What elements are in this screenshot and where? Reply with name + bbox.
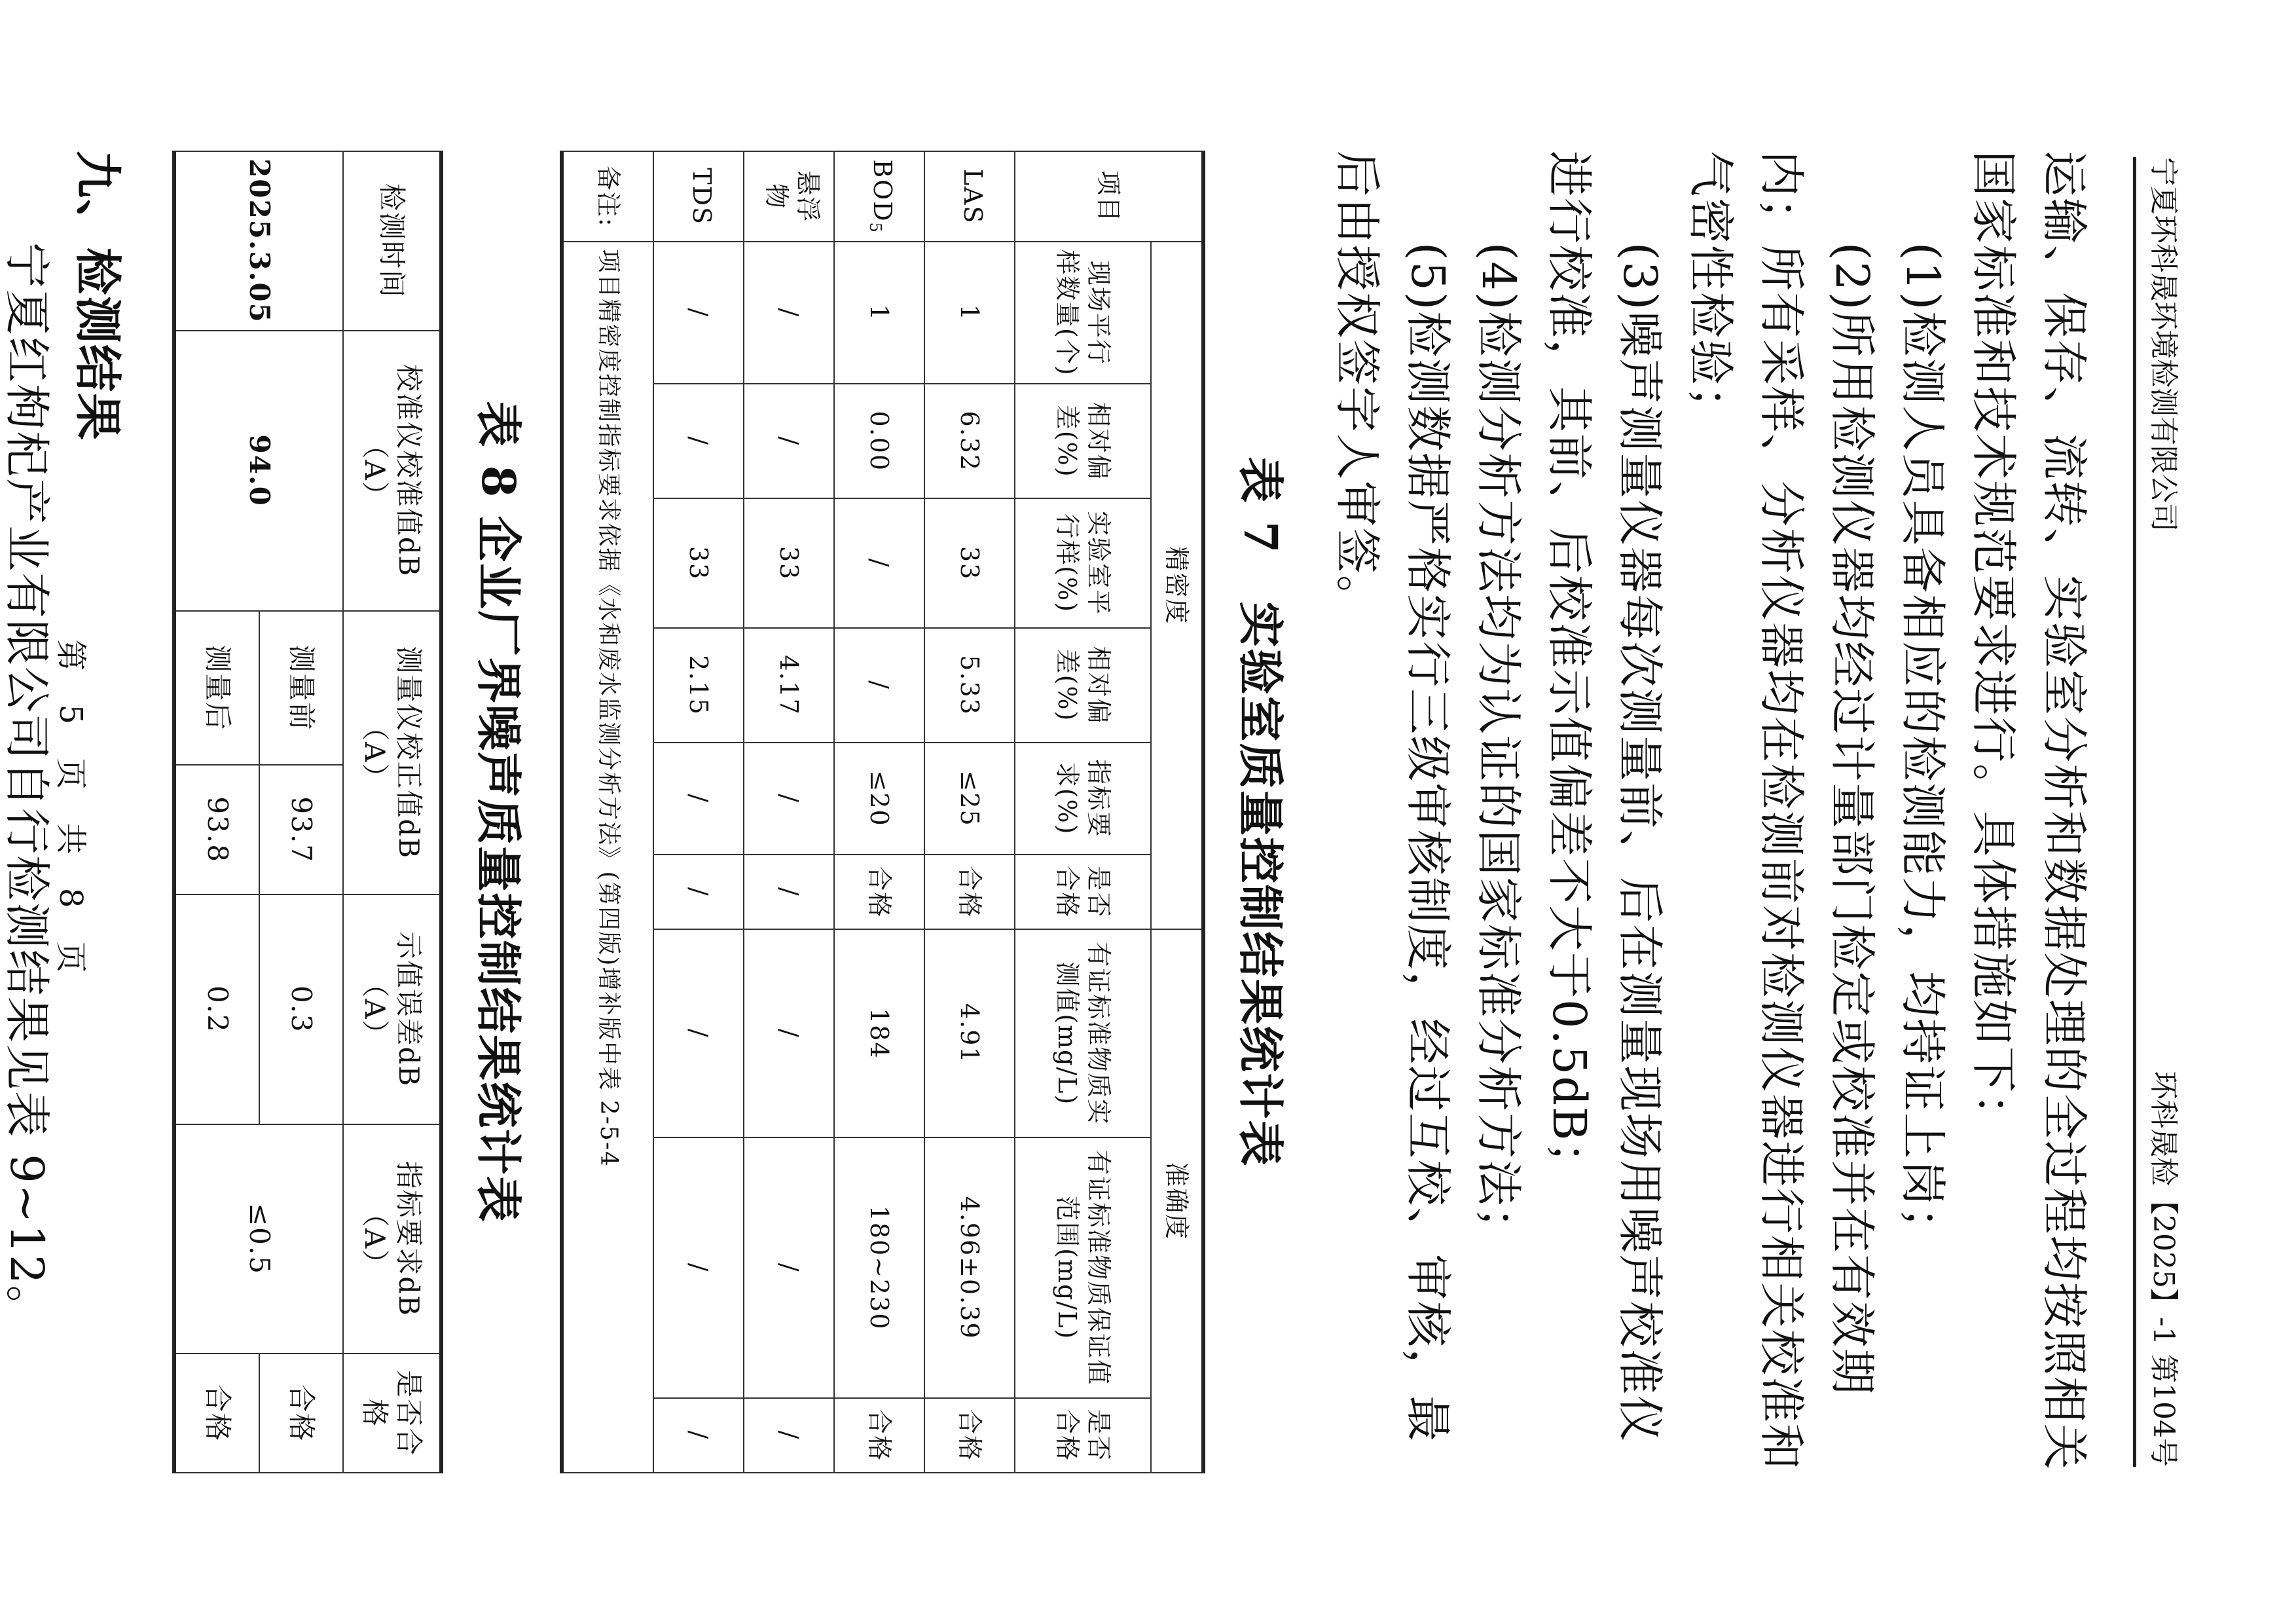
table-cell: 184 — [834, 929, 924, 1137]
table-cell: 合格 — [834, 855, 924, 929]
table-cell: 合格 — [834, 1398, 924, 1473]
table-cell: 合格 — [174, 1354, 259, 1473]
group-accuracy: 准确度 — [1151, 929, 1203, 1473]
table7-caption: 表 7 实验室质量控制结果统计表 — [1233, 456, 1288, 1168]
intro-paragraph: 运输、保存、流转、实验室分析和数据处理的全过程均按照相关国家标准和技术规范要求进行。具体措施如下： — [1967, 151, 2091, 1471]
table-cell: / — [744, 242, 834, 384]
table-cell: 合格 — [924, 1398, 1015, 1473]
table-cell: / — [744, 384, 834, 498]
table-row — [653, 151, 744, 1473]
cell-req-value: ≤0.5 — [174, 1124, 343, 1354]
cell-item: TDS — [653, 151, 744, 242]
table-cell: 5.33 — [924, 628, 1015, 743]
table-cell: / — [653, 384, 744, 498]
table-cell: / — [653, 1137, 744, 1398]
table-cell: 0.00 — [834, 384, 924, 498]
table-cell: / — [653, 855, 744, 929]
table-cell: / — [834, 498, 924, 628]
measure-item-2: (2)所用检测仪器均经过计量部门检定或校准并在有效期内；所有采样、分析仪器均在检测前对检测仪器进行相关校准和气密性检验； — [1684, 151, 1879, 1471]
section-heading: 九、检测结果 — [70, 151, 125, 442]
report-number: 环科晟检【2025】-1 第104号 — [2147, 1071, 2180, 1467]
col-rel-dev-2: 相对偏差(%) — [1015, 628, 1151, 743]
page-number: 第 5 页 共 8 页 — [52, 639, 89, 985]
lab-qc-table — [560, 151, 1205, 1473]
group-precision: 精密度 — [1151, 242, 1203, 929]
col-crm-measured: 有证标准物质实测值(mg/L) — [1015, 929, 1151, 1137]
col-rel-dev-1: 相对偏差(%) — [1015, 384, 1151, 498]
col-item: 项目 — [1015, 151, 1203, 242]
table-row — [259, 151, 343, 1473]
table-row — [834, 151, 924, 1473]
table-cell: / — [834, 628, 924, 743]
table-cell: 33 — [653, 498, 744, 628]
table-row — [924, 151, 1015, 1473]
col-requirement: 指标要求(%) — [1015, 743, 1151, 855]
table-cell: ≤25 — [924, 743, 1015, 855]
table-cell: / — [653, 1398, 744, 1473]
table-row — [744, 151, 834, 1473]
table-cell: 6.32 — [924, 384, 1015, 498]
section-text: 宁夏红枸杞产业有限公司自行检测结果见表 9~12。 — [0, 242, 54, 1333]
cell-calib-value: 94.0 — [174, 331, 343, 611]
table-cell: / — [653, 242, 744, 384]
col-calibrator: 校准仪校准值dB（A） — [343, 331, 441, 611]
table-cell: 0.2 — [174, 895, 259, 1124]
table-cell: 180~230 — [834, 1137, 924, 1398]
cell-date: 2025.3.05 — [174, 151, 343, 331]
table-cell: 2.15 — [653, 628, 744, 743]
cell-phase-label: 测量后 — [174, 611, 259, 766]
col-lab-parallel: 实验室平行样(%) — [1015, 498, 1151, 628]
col-crm-range: 有证标准物质保证值范围(mg/L) — [1015, 1137, 1151, 1398]
table-cell: 0.3 — [259, 895, 343, 1124]
table-cell: / — [744, 743, 834, 855]
note-label: 备注: — [562, 151, 653, 242]
col-pass-2: 是否合格 — [1015, 1398, 1151, 1473]
measure-item-4: (4)检测分析方法均为认证的国家标准分析方法； — [1472, 242, 1525, 1255]
table-cell: ≤20 — [834, 743, 924, 855]
cell-phase-label: 测量前 — [259, 611, 343, 766]
measure-item-3: (3)噪声测量仪器每次测量前、后在测量现场用噪声校准仪进行校准，其前、后校准示值偏差不大于0.5dB； — [1542, 151, 1667, 1443]
col-requirement: 指标要求dB（A） — [343, 1124, 441, 1354]
table-cell: 1 — [924, 242, 1015, 384]
table-cell: / — [744, 1137, 834, 1398]
col-time: 检测时间 — [343, 151, 441, 331]
col-measured: 测量仪校正值dB（A） — [343, 611, 441, 895]
col-pass: 是否合格 — [343, 1354, 441, 1473]
table-cell: 4.17 — [744, 628, 834, 743]
note-text: 项目精密度控制指标要求依据《水和废水监测分析方法》(第四版)增补版中表 2-5-4 — [562, 242, 653, 1473]
table-cell: 33 — [924, 498, 1015, 628]
table-cell: 93.7 — [259, 765, 343, 895]
table-cell: / — [744, 1398, 834, 1473]
table-cell: 1 — [834, 242, 924, 384]
table-cell: / — [653, 929, 744, 1137]
col-field-parallel: 现场平行样数量(个) — [1015, 242, 1151, 384]
table-cell: 合格 — [259, 1354, 343, 1473]
cell-item: LAS — [924, 151, 1015, 242]
table-cell: 4.96±0.39 — [924, 1137, 1015, 1398]
table8-caption: 表 8 企业厂界噪声质量控制结果统计表 — [471, 401, 526, 1223]
cell-item: $BOD_5$ — [834, 151, 924, 242]
page-body — [0, 151, 2100, 1473]
table-cell: / — [653, 743, 744, 855]
table-cell: / — [744, 929, 834, 1137]
table-cell: 93.8 — [174, 765, 259, 895]
table-cell: 33 — [744, 498, 834, 628]
page-header — [2133, 157, 2198, 1467]
measure-item-5: (5)检测数据严格实行三级审核制度，经过互校、审核，最后由授权签字人审签。 — [1330, 151, 1455, 1443]
table-cell: 4.91 — [924, 929, 1015, 1137]
col-pass-1: 是否合格 — [1015, 855, 1151, 929]
cell-item: 悬浮物 — [744, 151, 834, 242]
table-cell: 合格 — [924, 855, 1015, 929]
noise-qc-table — [172, 151, 443, 1473]
table-cell: / — [744, 855, 834, 929]
col-error: 示值误差dB（A） — [343, 895, 441, 1124]
table-note-row — [562, 151, 653, 1473]
measure-item-1: (1)检测人员具备相应的检测能力，均持证上岗； — [1896, 242, 1950, 1255]
company-name: 宁夏环科晟环境检测有限公司 — [2147, 157, 2180, 532]
